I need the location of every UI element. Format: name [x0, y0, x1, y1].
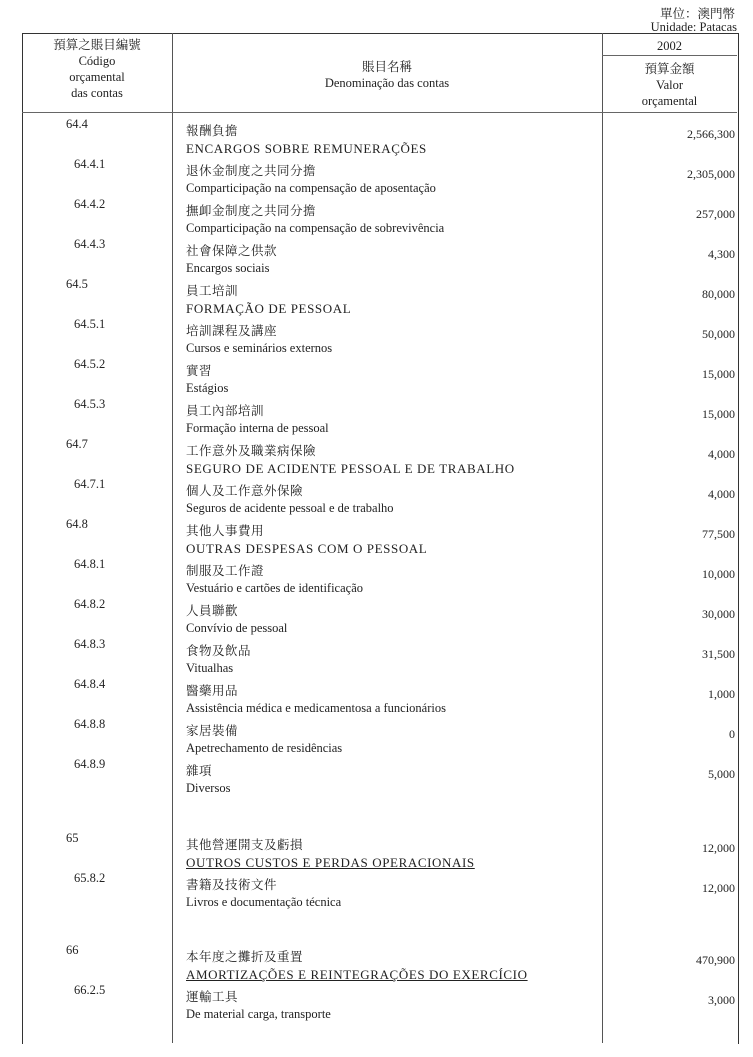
account-name-zh: 人員聯歡 — [186, 604, 239, 618]
account-code: 64.8.8 — [74, 717, 106, 731]
column-divider — [602, 33, 603, 1043]
budget-amount: 30,000 — [702, 607, 735, 621]
account-name-pt: AMORTIZAÇÕES E REINTEGRAÇÕES DO EXERCÍCIO — [186, 967, 528, 982]
header-name-pt: Denominação das contas — [324, 76, 450, 90]
account-name-zh: 工作意外及職業病保險 — [186, 444, 317, 458]
account-code: 64.8.4 — [74, 677, 106, 691]
account-code: 64.4.1 — [74, 157, 106, 171]
account-name-pt: Encargos sociais — [186, 261, 270, 275]
account-code: 64.5.1 — [74, 317, 106, 331]
account-code: 64.5 — [66, 277, 88, 291]
account-name-zh: 員工培訓 — [186, 284, 239, 298]
account-name-pt: Seguros de acidente pessoal e de trabalho — [186, 501, 394, 515]
account-name-zh: 本年度之攤折及重置 — [186, 950, 304, 964]
account-name-zh: 食物及飲品 — [186, 644, 252, 658]
account-name-zh: 運輸工具 — [186, 990, 239, 1004]
account-name-zh: 其他人事費用 — [186, 524, 265, 538]
header-divider — [22, 112, 737, 113]
account-name-pt: Comparticipação na compensação de aposentação — [186, 181, 436, 195]
account-code: 64.7 — [66, 437, 88, 451]
account-name-zh: 其他營運開支及虧損 — [186, 838, 304, 852]
account-name-zh: 家居裝備 — [186, 724, 239, 738]
budget-amount: 77,500 — [702, 527, 735, 541]
account-code: 64.5.3 — [74, 397, 106, 411]
budget-amount: 470,900 — [696, 953, 735, 967]
budget-amount: 3,000 — [708, 993, 735, 1007]
account-name-pt: Estágios — [186, 381, 229, 395]
account-name-pt: Comparticipação na compensação de sobrevivência — [186, 221, 445, 235]
account-name-pt: De material carga, transporte — [186, 1007, 331, 1021]
account-name-zh: 實習 — [186, 364, 213, 378]
account-name-zh: 醫藥用品 — [186, 684, 239, 698]
budget-amount: 80,000 — [702, 287, 735, 301]
account-code: 64.5.2 — [74, 357, 106, 371]
account-code: 66.2.5 — [74, 983, 106, 997]
account-name-zh: 書籍及技術文件 — [186, 878, 278, 892]
header-divider — [602, 55, 737, 56]
budget-amount: 15,000 — [702, 407, 735, 421]
account-code: 65.8.2 — [74, 871, 106, 885]
budget-amount: 1,000 — [708, 687, 735, 701]
budget-amount: 10,000 — [702, 567, 735, 581]
header-code-zh: 預算之賬目編號 — [53, 38, 141, 52]
account-name-zh: 退休金制度之共同分擔 — [186, 164, 317, 178]
account-name-zh: 社會保障之供款 — [186, 244, 278, 258]
account-name-pt: Livros e documentação técnica — [186, 895, 342, 909]
header-code-pt: Código — [78, 54, 116, 68]
unit-label-zh: 單位：澳門幣 — [659, 7, 735, 21]
budget-amount: 12,000 — [702, 841, 735, 855]
account-name-pt: Diversos — [186, 781, 231, 795]
account-name-zh: 雜項 — [186, 764, 213, 778]
account-code: 66 — [66, 943, 79, 957]
account-name-pt: Formação interna de pessoal — [186, 421, 329, 435]
unit-label-pt: Unidade: Patacas — [650, 20, 737, 34]
header-name — [172, 59, 602, 91]
header-code-pt: das contas — [71, 86, 123, 100]
account-name-pt: FORMAÇÃO DE PESSOAL — [186, 301, 352, 316]
budget-amount: 12,000 — [702, 881, 735, 895]
header-code-pt: orçamental — [69, 70, 125, 84]
budget-amount: 50,000 — [702, 327, 735, 341]
account-name-zh: 撫卹金制度之共同分擔 — [186, 204, 317, 218]
account-name-pt: Vestuário e cartões de identificação — [186, 581, 363, 595]
budget-amount: 257,000 — [696, 207, 735, 221]
account-name-pt: SEGURO DE ACIDENTE PESSOAL E DE TRABALHO — [186, 461, 515, 476]
header-value-zh: 預算金額 — [644, 62, 695, 76]
account-name-pt: ENCARGOS SOBRE REMUNERAÇÕES — [186, 141, 427, 156]
account-name-zh: 培訓課程及講座 — [186, 324, 278, 338]
header-value-pt: orçamental — [641, 94, 698, 108]
account-name-pt: OUTRAS DESPESAS COM O PESSOAL — [186, 541, 428, 556]
budget-amount: 15,000 — [702, 367, 735, 381]
budget-amount: 2,305,000 — [687, 167, 735, 181]
account-name-pt: Apetrechamento de residências — [186, 741, 343, 755]
account-code: 64.4.2 — [74, 197, 106, 211]
budget-amount: 2,566,300 — [687, 127, 735, 141]
account-name-pt: Vitualhas — [186, 661, 234, 675]
account-name-zh: 員工內部培訓 — [186, 404, 265, 418]
account-code: 64.8.1 — [74, 557, 106, 571]
account-code: 64.7.1 — [74, 477, 106, 491]
column-divider — [172, 33, 173, 1043]
account-code: 64.4 — [66, 117, 88, 131]
header-code — [22, 37, 172, 101]
account-name-zh: 制服及工作證 — [186, 564, 265, 578]
account-name-zh: 個人及工作意外保險 — [186, 484, 304, 498]
header-year: 2002 — [657, 39, 682, 53]
budget-amount: 4,300 — [708, 247, 735, 261]
budget-amount: 4,000 — [708, 487, 735, 501]
header-value-pt: Valor — [655, 78, 684, 92]
budget-amount: 0 — [729, 727, 735, 741]
account-code: 65 — [66, 831, 79, 845]
budget-amount: 4,000 — [708, 447, 735, 461]
budget-amount: 5,000 — [708, 767, 735, 781]
account-code: 64.4.3 — [74, 237, 106, 251]
header-value — [602, 61, 737, 109]
account-name-pt: Assistência médica e medicamentosa a funcionários — [186, 701, 446, 715]
budget-amount: 31,500 — [702, 647, 735, 661]
header-name-zh: 賬目名稱 — [361, 60, 412, 74]
account-name-zh: 報酬負擔 — [186, 124, 239, 138]
account-code: 64.8.3 — [74, 637, 106, 651]
account-code: 64.8.9 — [74, 757, 106, 771]
account-name-pt: OUTROS CUSTOS E PERDAS OPERACIONAIS — [186, 855, 475, 870]
account-code: 64.8 — [66, 517, 88, 531]
account-name-pt: Convívio de pessoal — [186, 621, 288, 635]
account-name-pt: Cursos e seminários externos — [186, 341, 333, 355]
account-code: 64.8.2 — [74, 597, 106, 611]
